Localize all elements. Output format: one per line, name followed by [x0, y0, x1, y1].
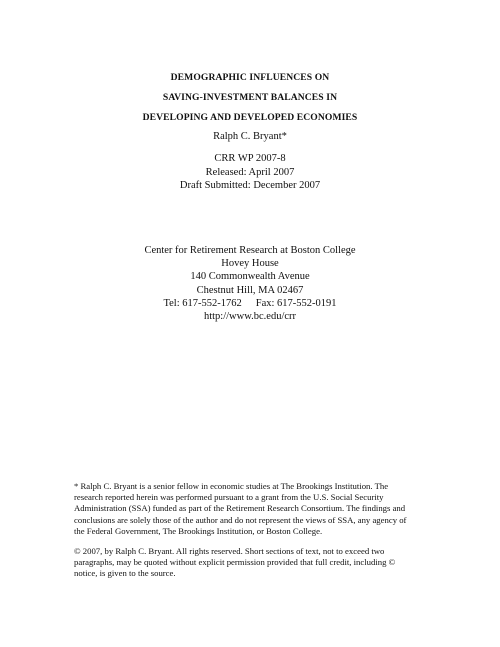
- institution-address: [0, 244, 500, 323]
- institution-name: Center for Retirement Research at Boston College: [144, 245, 356, 256]
- telephone-number: Tel: 617-552-1762: [163, 297, 242, 309]
- submitted-date: Draft Submitted: December 2007: [179, 180, 321, 191]
- release-date: Released: April 2007: [205, 166, 295, 178]
- report-info: [0, 152, 500, 193]
- title-line-3: DEVELOPING AND DEVELOPED ECONOMIES: [142, 112, 358, 123]
- website-link[interactable]: http://www.bc.edu/crr: [203, 311, 297, 323]
- author-footnote: [74, 481, 434, 537]
- footnote-line: Administration (SSA) funded as part of the Retirement Research Consortium. The findings and: [74, 503, 406, 514]
- title-line-1: DEMOGRAPHIC INFLUENCES ON: [170, 72, 330, 83]
- city-state-zip: Chestnut Hill, MA 02467: [196, 284, 304, 296]
- building-name: Hovey House: [221, 258, 279, 270]
- author-name: Ralph C. Bryant*: [213, 131, 287, 142]
- footnote-line: research reported herein was performed pursuant to a grant from the U.S. Social Security: [74, 492, 384, 503]
- contact-numbers: [0, 297, 500, 310]
- copyright-line: notice, is given to the source.: [74, 568, 176, 579]
- footnote-line: * Ralph C. Bryant is a senior fellow in economic studies at The Brookings Institution. The: [74, 481, 389, 491]
- copyright-line: paragraphs, may be quoted without explicit permission provided that full credit, including ©: [74, 557, 396, 568]
- copyright-notice: [74, 546, 434, 580]
- street-address: 140 Commonwealth Avenue: [190, 271, 310, 283]
- footnote-line: conclusions are solely those of the author and do not represent the views of SSA, any agency of: [74, 514, 407, 525]
- report-number: CRR WP 2007-8: [214, 153, 286, 164]
- title-line-2: SAVING-INVESTMENT BALANCES IN: [162, 92, 338, 103]
- paper-title: [0, 68, 500, 128]
- copyright-line: © 2007, by Ralph C. Bryant. All rights reserved. Short sections of text, not to exceed two: [74, 546, 385, 556]
- footnote-line: the Federal Government, The Brookings Institution, or Boston College.: [74, 525, 323, 536]
- fax-number: Fax: 617-552-0191: [255, 297, 337, 309]
